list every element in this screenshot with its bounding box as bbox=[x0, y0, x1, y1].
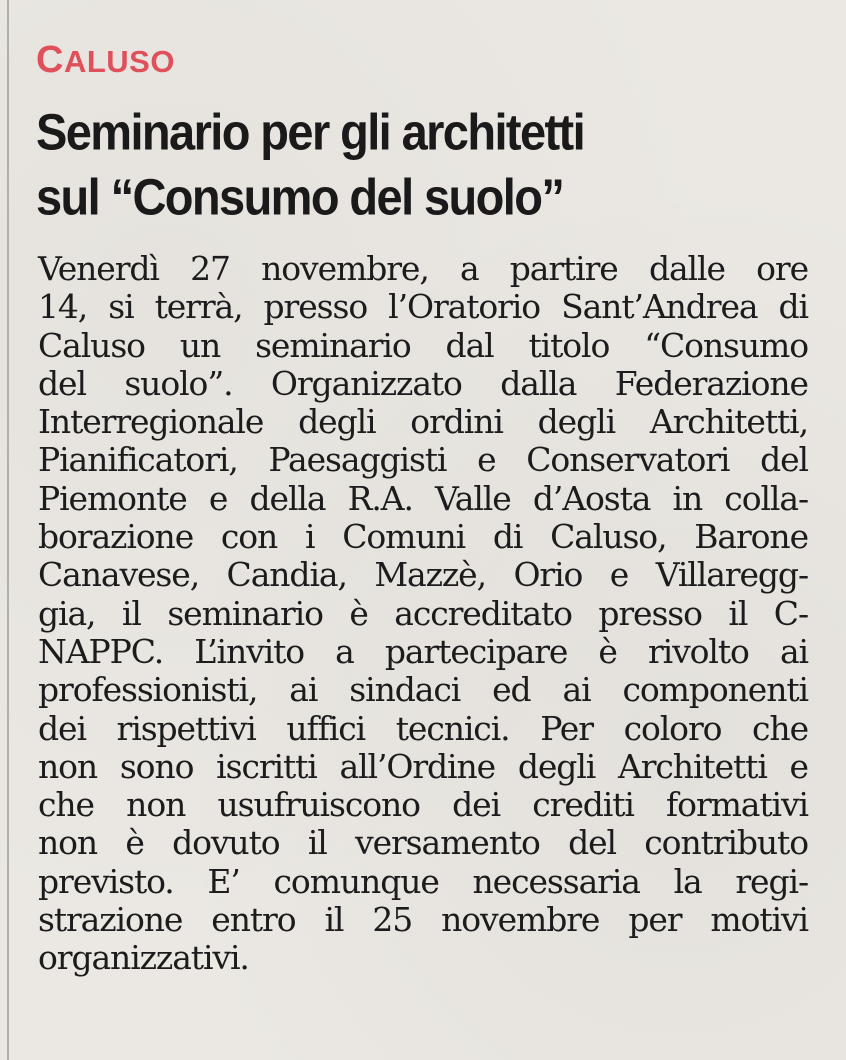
body-line: Interregionale degli ordini degli Architetti, bbox=[38, 402, 808, 442]
body-line: non è dovuto il versamento del contributo bbox=[38, 823, 808, 863]
body-line: previsto. E’ comunque necessaria la regi- bbox=[38, 861, 808, 901]
headline-line: sul “Consumo del suolo” bbox=[36, 168, 564, 226]
kicker-initial: C bbox=[36, 39, 64, 81]
body-line: dei rispettivi uffici tecnici. Per coloro che bbox=[38, 708, 808, 748]
body-line: gia, il seminario è accreditato presso il C- bbox=[38, 593, 808, 633]
body-line: professionisti, ai sindaci ed ai componenti bbox=[38, 670, 808, 710]
body-line: Venerdì 27 novembre, a partire dalle ore bbox=[38, 249, 808, 288]
body-line: non sono iscritti all’Ordine degli Architetti e bbox=[38, 746, 808, 786]
headline-line: Seminario per gli architetti bbox=[36, 103, 585, 161]
body-line: che non usufruiscono dei crediti formativi bbox=[38, 785, 808, 825]
body-line: Piemonte e della R.A. Valle d’Aosta in colla- bbox=[38, 478, 808, 518]
body-line: Caluso un seminario dal titolo “Consumo bbox=[38, 325, 808, 365]
column-rule bbox=[7, 0, 9, 1060]
body-line: Canavese, Candia, Mazzè, Orio e Villaregg- bbox=[38, 555, 808, 595]
article-body bbox=[38, 250, 808, 978]
body-line: NAPPC. L’invito a partecipare è rivolto ai bbox=[38, 631, 808, 671]
body-line: Pianificatori, Paesaggisti e Conservatori del bbox=[38, 440, 808, 480]
body-line: strazione entro il 25 novembre per motivi bbox=[38, 900, 808, 940]
body-line: del suolo”. Organizzato dalla Federazione bbox=[38, 363, 808, 403]
body-line: organizzativi. bbox=[38, 938, 249, 978]
kicker-rest: ALUSO bbox=[63, 44, 175, 79]
body-line: borazione con i Comuni di Caluso, Barone bbox=[38, 517, 808, 557]
section-kicker bbox=[36, 40, 175, 82]
headline bbox=[36, 100, 836, 230]
body-line: 14, si terrà, presso l’Oratorio Sant’Andrea di bbox=[38, 287, 808, 327]
